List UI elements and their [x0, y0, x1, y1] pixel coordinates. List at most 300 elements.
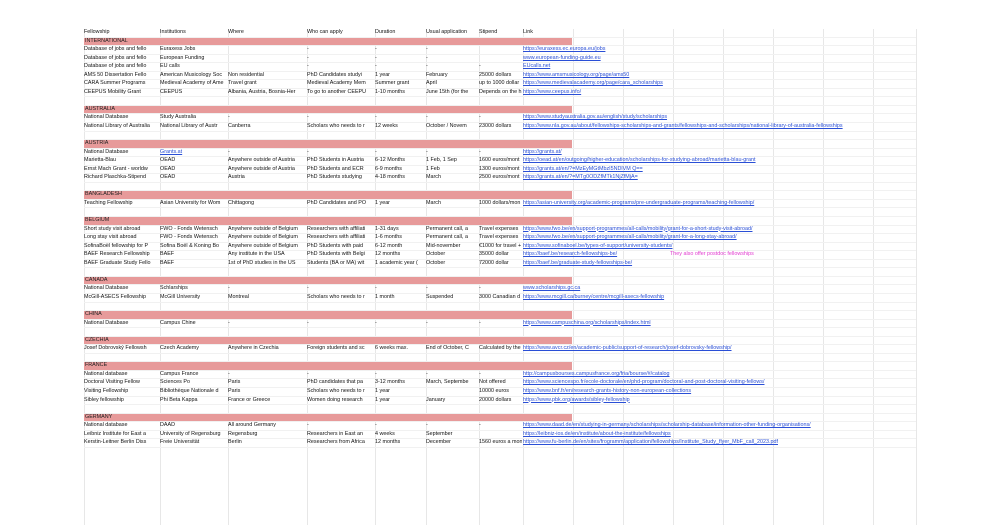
table-row: [84, 157, 916, 166]
link-cell[interactable]: http://campusbourses.campusfrance.org/fria/bourse/#/catalog: [523, 370, 670, 377]
table-cell[interactable]: -: [307, 114, 309, 121]
table-cell[interactable]: 4-18 months: [375, 174, 405, 181]
link-cell[interactable]: https://www.amsmusicology.org/page/ams50: [523, 71, 630, 78]
table-cell[interactable]: BAEF Research Fellowship: [84, 251, 150, 258]
table-cell[interactable]: All around Germany: [228, 422, 276, 429]
table-cell[interactable]: 3-12 months: [375, 379, 405, 386]
table-cell[interactable]: Campus Chine: [160, 319, 196, 326]
link-cell[interactable]: https://www.fu-berlin.de/en/sites/frogramm/application/fellowships/Institute_Study_flyer_MbF_call_2023.pdf: [523, 439, 778, 446]
table-cell[interactable]: -: [307, 422, 309, 429]
section-header-row[interactable]: [84, 337, 916, 346]
section-title: CZECHIA: [85, 336, 109, 343]
table-row: [84, 285, 916, 294]
section-header-row[interactable]: [84, 217, 916, 226]
empty-row[interactable]: [84, 303, 916, 312]
table-cell[interactable]: June 15th (for the: [426, 88, 469, 95]
table-cell[interactable]: March: [426, 174, 441, 181]
table-cell[interactable]: National Database: [84, 148, 129, 155]
table-cell[interactable]: 1-6 months: [375, 234, 402, 241]
section-highlight: [84, 337, 572, 345]
table-cell[interactable]: February: [426, 71, 448, 78]
empty-row[interactable]: [84, 97, 916, 106]
link-cell[interactable]: https://grants.at/en/?=MTg0ODZfMTk1NjZfMjA=: [523, 174, 638, 181]
table-cell[interactable]: Travel expenses: [479, 225, 519, 232]
table-cell[interactable]: -: [479, 63, 481, 70]
table-cell[interactable]: -: [375, 285, 377, 292]
table-cell[interactable]: McGill-ASECS Fellowship: [84, 293, 147, 300]
table-cell[interactable]: National database: [84, 370, 128, 377]
table-cell[interactable]: To go to another CEEPU: [307, 88, 367, 95]
section-header-row[interactable]: [84, 414, 916, 423]
table-cell[interactable]: 20000 dollars: [479, 396, 512, 403]
link-cell[interactable]: https://www.nla.gov.au/about/fellowships-scholarships-and-grants/fellowships-and-scholarships/national-library-of-australia-fellowships: [523, 123, 843, 130]
table-cell[interactable]: Researchers in East an: [307, 430, 364, 437]
table-cell[interactable]: Albania, Austria, Bosnia-Her: [228, 88, 296, 95]
table-cell[interactable]: Montreal: [228, 293, 249, 300]
table-cell[interactable]: October: [426, 251, 446, 258]
table-cell[interactable]: PhD Students with paid: [307, 242, 364, 249]
table-row: [84, 149, 916, 158]
table-cell[interactable]: Richard Plaschka-Stipend: [84, 174, 147, 181]
table-cell[interactable]: -: [375, 370, 377, 377]
table-cell[interactable]: Paris: [228, 387, 241, 394]
table-cell[interactable]: Visiting Fellowship: [84, 387, 129, 394]
table-cell[interactable]: Sibley fellowship: [84, 396, 124, 403]
link-cell[interactable]: https://www.sofinaboel.be/types-of-support/university-students/: [523, 242, 673, 249]
link-cell[interactable]: https://baef.be/graduate-study-fellowships-be/: [523, 259, 633, 266]
table-cell[interactable]: Medieval Academy of Ame: [160, 80, 224, 87]
table-cell[interactable]: [426, 388, 478, 396]
table-cell[interactable]: Short study visit abroad: [84, 225, 141, 232]
table-cell[interactable]: 12 months: [375, 439, 401, 446]
table-row: [84, 397, 916, 406]
table-cell[interactable]: 1-31 days: [375, 225, 399, 232]
table-cell[interactable]: -: [307, 370, 309, 377]
table-cell[interactable]: National database: [84, 422, 128, 429]
link-cell[interactable]: https://leibniz-ios.de/en/institute/about-the-institute/fellowships: [523, 430, 671, 437]
table-cell[interactable]: 4 weeks: [375, 430, 395, 437]
table-cell[interactable]: DAAD: [160, 422, 175, 429]
table-cell[interactable]: Not offered: [479, 379, 506, 386]
table-cell[interactable]: [228, 55, 306, 63]
link-cell[interactable]: https://oead.at/en/outgoing/higher-education/scholarships-for-studying-abroad/marietta-blau-grant: [523, 157, 756, 164]
table-cell[interactable]: -: [307, 54, 309, 61]
table-cell[interactable]: -: [426, 148, 428, 155]
table-cell[interactable]: Foreign students and sc: [307, 345, 365, 352]
table-cell[interactable]: 1000 dollars/mon: [479, 199, 521, 206]
table-cell[interactable]: 25000 dollars: [479, 71, 512, 78]
table-row: [84, 46, 916, 55]
gridline: [916, 29, 917, 525]
table-cell[interactable]: 1-10 months: [375, 88, 405, 95]
table-cell[interactable]: -: [375, 148, 377, 155]
table-cell[interactable]: Summer grant: [375, 80, 410, 87]
table-cell[interactable]: Asian University for Wom: [160, 199, 221, 206]
link-cell[interactable]: www.european-funding-guide.eu: [523, 54, 601, 61]
table-cell[interactable]: University of Regensburg: [160, 430, 221, 437]
table-cell[interactable]: OEAD: [160, 165, 176, 172]
table-cell[interactable]: France or Greece: [228, 396, 271, 403]
table-cell[interactable]: Ernst Mach Grant - worldw: [84, 165, 148, 172]
table-cell[interactable]: 1 year: [375, 71, 390, 78]
table-cell[interactable]: Study Australia: [160, 114, 196, 121]
empty-row[interactable]: [84, 354, 916, 363]
table-cell[interactable]: -: [307, 46, 309, 53]
table-cell[interactable]: [228, 63, 306, 71]
table-row: [84, 422, 916, 431]
link-cell[interactable]: https://euraxess.ec.europa.eu/jobs: [523, 46, 606, 53]
table-cell[interactable]: OEAD: [160, 157, 176, 164]
table-cell[interactable]: [479, 431, 522, 439]
section-title: GERMANY: [85, 413, 113, 420]
header-cell[interactable]: Fellowship: [84, 29, 110, 35]
table-cell[interactable]: -: [307, 319, 309, 326]
table-cell[interactable]: Students (BA or MA) wit: [307, 259, 365, 266]
table-cell[interactable]: Regensburg: [228, 430, 258, 437]
link-cell[interactable]: https://www.daad.de/en/studying-in-germany/scholarships/scholarship-database/information-other-funding-organisations/: [523, 422, 811, 429]
table-cell[interactable]: 1560 euros a mon: [479, 439, 522, 446]
header-cell[interactable]: Where: [228, 29, 244, 35]
table-cell[interactable]: Anywhere outside of Belgium: [228, 242, 298, 249]
table-cell[interactable]: -: [426, 285, 428, 292]
table-cell[interactable]: 1600 euros/mont: [479, 157, 520, 164]
link-cell[interactable]: https://www.sciencespo.fr/ecole-doctorale/en/phd-program/doctoral-and-post-doctoral-visiting-fellows/: [523, 379, 765, 386]
table-cell[interactable]: National Database: [84, 285, 129, 292]
table-cell[interactable]: -: [307, 285, 309, 292]
table-cell[interactable]: Canberra: [228, 123, 251, 130]
section-header-row[interactable]: [84, 106, 916, 115]
table-cell[interactable]: -: [479, 422, 481, 429]
link-cell[interactable]: https://baef.be/research-fellowships-be/: [523, 251, 618, 258]
table-cell[interactable]: -: [375, 114, 377, 121]
table-cell[interactable]: Berlin: [228, 439, 242, 446]
table-cell[interactable]: Database of jobs and fello: [84, 63, 147, 70]
link-cell[interactable]: Grants.at: [160, 148, 183, 155]
header-cell[interactable]: Stipend: [479, 29, 498, 35]
table-cell[interactable]: -: [426, 319, 428, 326]
table-cell[interactable]: -: [307, 63, 309, 70]
table-cell[interactable]: March: [426, 199, 441, 206]
table-cell[interactable]: Anywhere outside of Belgium: [228, 225, 298, 232]
section-highlight: [84, 140, 572, 148]
table-cell[interactable]: European Funding: [160, 54, 205, 61]
table-cell[interactable]: Schlarships: [160, 285, 188, 292]
table-cell[interactable]: Travel grant: [228, 80, 257, 87]
header-cell[interactable]: Duration: [375, 29, 396, 35]
header-cell[interactable]: Usual application: [426, 29, 468, 35]
table-cell[interactable]: Chittagong: [228, 199, 255, 206]
table-cell[interactable]: PhD Students with Belgi: [307, 251, 365, 258]
table-cell[interactable]: Suspended: [426, 293, 454, 300]
section-title: AUSTRIA: [85, 140, 109, 147]
table-cell[interactable]: -: [479, 114, 481, 121]
link-cell[interactable]: https://grants.at/: [523, 148, 562, 155]
table-row: [84, 123, 916, 132]
table-cell[interactable]: Anywhere outside of Austria: [228, 165, 295, 172]
table-cell[interactable]: McGill University: [160, 293, 201, 300]
table-cell[interactable]: Euraxess Jobs: [160, 46, 196, 53]
table-cell[interactable]: Scholars who needs to r: [307, 123, 365, 130]
empty-row[interactable]: [84, 183, 916, 192]
empty-row[interactable]: [84, 405, 916, 414]
link-cell[interactable]: https://www.fwo.be/en/support-programmes/all-calls/mobility/grant-for-a-short-study-visit-abroad/: [523, 225, 753, 232]
spreadsheet: [84, 29, 916, 448]
table-cell[interactable]: 1 academic year (: [375, 259, 418, 266]
table-cell[interactable]: -: [426, 422, 428, 429]
header-row: [84, 29, 916, 38]
link-cell[interactable]: EUcalls.net: [523, 63, 551, 70]
table-cell[interactable]: AMS 50 Dissertation Fello: [84, 71, 147, 78]
table-row: [84, 234, 916, 243]
table-cell[interactable]: Anywhere in Czechia: [228, 345, 279, 352]
table-cell[interactable]: 1 Feb: [426, 165, 440, 172]
section-highlight: [84, 414, 572, 422]
table-cell[interactable]: Non residential: [228, 71, 264, 78]
empty-row[interactable]: [84, 208, 916, 217]
table-row: [84, 260, 916, 269]
header-cell[interactable]: Institutions: [160, 29, 186, 35]
link-cell[interactable]: https://www.campuschina.org/scholarships/index.html: [523, 319, 651, 326]
table-cell[interactable]: -: [375, 63, 377, 70]
table-cell[interactable]: Josef Dobrovský Fellowsh: [84, 345, 147, 352]
table-cell[interactable]: 1 year: [375, 199, 390, 206]
table-row: [84, 251, 916, 260]
table-cell[interactable]: Scholars who needs to r: [307, 293, 365, 300]
table-cell[interactable]: 3000 Canadian d: [479, 293, 521, 300]
table-cell[interactable]: 12 weeks: [375, 123, 398, 130]
link-cell[interactable]: https://asian-university.org/academic-programs/pre-undergraduate-programs/teaching-fellowship/: [523, 199, 755, 206]
section-highlight: [84, 277, 572, 285]
table-cell[interactable]: December: [426, 439, 451, 446]
table-cell[interactable]: -: [375, 46, 377, 53]
table-cell[interactable]: FWO - Fonds Wetensch: [160, 234, 218, 241]
table-row: [84, 226, 916, 235]
table-cell[interactable]: -: [479, 319, 481, 326]
link-cell[interactable]: https://www.medievalacademy.org/page/cara_scholarships: [523, 80, 663, 87]
table-cell[interactable]: PhD Candidates and PO: [307, 199, 367, 206]
table-cell[interactable]: PhD Students and ECR: [307, 165, 364, 172]
table-cell[interactable]: October: [426, 259, 446, 266]
table-cell[interactable]: -: [426, 54, 428, 61]
section-title: AUSTRALIA: [85, 105, 115, 112]
table-cell[interactable]: Teaching Fellowship: [84, 199, 133, 206]
table-cell[interactable]: End of October, C: [426, 345, 469, 352]
empty-row[interactable]: [84, 268, 916, 277]
table-cell[interactable]: Phi Beta Kappa: [160, 396, 198, 403]
link-cell[interactable]: https://www.mcgill.ca/burney/centre/mcgill-asecs-fellowship: [523, 293, 665, 300]
table-cell[interactable]: September: [426, 430, 453, 437]
table-cell[interactable]: -: [375, 54, 377, 61]
table-cell[interactable]: -: [426, 46, 428, 53]
table-cell[interactable]: OEAD: [160, 174, 176, 181]
table-cell[interactable]: 6-12 Months: [375, 157, 405, 164]
table-cell[interactable]: American Musicology Soc: [160, 71, 223, 78]
table-cell[interactable]: Anywhere outside of Austria: [228, 157, 295, 164]
table-cell[interactable]: BAEF Graduate Study Fello: [84, 259, 151, 266]
table-row: [84, 345, 916, 354]
table-cell[interactable]: -: [479, 148, 481, 155]
table-cell[interactable]: Database of jobs and fello: [84, 54, 147, 61]
table-cell[interactable]: Mid-november: [426, 242, 461, 249]
table-cell[interactable]: 1 year: [375, 387, 390, 394]
section-header-row[interactable]: [84, 191, 916, 200]
table-cell[interactable]: Long stay visit abroad: [84, 234, 137, 241]
table-cell[interactable]: Campus France: [160, 370, 199, 377]
table-cell[interactable]: Austria: [228, 174, 245, 181]
table-cell[interactable]: -: [426, 370, 428, 377]
table-row: [84, 72, 916, 81]
table-cell[interactable]: National Library of Austr: [160, 123, 218, 130]
table-cell[interactable]: April: [426, 80, 437, 87]
table-cell[interactable]: PhD candidates that pa: [307, 379, 364, 386]
section-title: CHINA: [85, 311, 102, 318]
table-cell[interactable]: SofinaBoël fellowship for P: [84, 242, 149, 249]
table-cell[interactable]: Paris: [228, 379, 241, 386]
table-cell[interactable]: 1 Feb, 1 Sep: [426, 157, 457, 164]
table-cell[interactable]: PhD Students studying: [307, 174, 362, 181]
section-title: BELGIUM: [85, 217, 110, 224]
table-cell[interactable]: CEEPUS Mobility Grant: [84, 88, 141, 95]
table-cell[interactable]: -: [228, 319, 230, 326]
table-cell[interactable]: CEEPUS: [160, 88, 183, 95]
table-cell[interactable]: -: [228, 370, 230, 377]
link-cell[interactable]: https://www.pbk.org/awards/sibley-fellowship: [523, 396, 630, 403]
table-cell[interactable]: 1 month: [375, 293, 395, 300]
table-cell[interactable]: 23000 dollars: [479, 123, 512, 130]
table-row: [84, 371, 916, 380]
table-cell[interactable]: 72000 dollar: [479, 259, 509, 266]
table-cell[interactable]: -: [228, 285, 230, 292]
table-cell[interactable]: -: [426, 114, 428, 121]
table-cell[interactable]: Anywhere outside of Belgium: [228, 234, 298, 241]
table-row: [84, 294, 916, 303]
section-header-row[interactable]: [84, 38, 916, 47]
table-cell[interactable]: Czech Academy: [160, 345, 199, 352]
table-row: [84, 379, 916, 388]
table-cell[interactable]: CARA Summer Programs: [84, 80, 146, 87]
empty-row[interactable]: [84, 328, 916, 337]
table-cell[interactable]: Researchers with affiliati: [307, 234, 366, 241]
table-cell[interactable]: National Database: [84, 114, 129, 121]
table-cell[interactable]: Sofina Boël & Koning Bo: [160, 242, 220, 249]
table-cell[interactable]: -: [426, 63, 428, 70]
table-cell[interactable]: Kerstin-Leitner Berlin Diss: [84, 439, 147, 446]
table-cell[interactable]: BAEF: [160, 259, 175, 266]
table-cell[interactable]: Permanent call, a: [426, 225, 468, 232]
table-row: [84, 431, 916, 440]
table-cell[interactable]: -: [479, 285, 481, 292]
table-cell[interactable]: 1st of PhD studies in the US: [228, 259, 296, 266]
table-cell[interactable]: -: [479, 370, 481, 377]
table-cell[interactable]: January: [426, 396, 446, 403]
table-cell[interactable]: 6 weeks max.: [375, 345, 408, 352]
table-cell[interactable]: 6-12 month: [375, 242, 403, 249]
table-cell[interactable]: Freie Universität: [160, 439, 200, 446]
link-cell[interactable]: https://www.avcr.cz/en/academic-public/support-of-research/josef-dobrovsky-fellowship/: [523, 345, 732, 352]
table-cell[interactable]: FWO - Fonds Wetensch: [160, 225, 218, 232]
header-cell[interactable]: Link: [523, 29, 533, 35]
table-cell[interactable]: Calculated by the: [479, 345, 521, 352]
link-cell[interactable]: https://www.studyaustralia.gov.au/english/study/scholarships: [523, 114, 668, 121]
link-cell[interactable]: https://www.bnf.fr/en/research-grants-history-non-european-collections: [523, 387, 692, 394]
empty-row[interactable]: [84, 132, 916, 141]
table-cell[interactable]: -: [307, 148, 309, 155]
table-cell[interactable]: National Database: [84, 319, 129, 326]
table-cell[interactable]: Medieval Academy Mem: [307, 80, 366, 87]
table-cell[interactable]: 10000 euros: [479, 387, 509, 394]
table-cell[interactable]: Women doing research: [307, 396, 363, 403]
table-row: [84, 114, 916, 123]
table-cell[interactable]: March, Septembe: [426, 379, 469, 386]
table-cell[interactable]: Researchers with affiliati: [307, 225, 366, 232]
table-row: [84, 174, 916, 183]
table-cell[interactable]: 6-9 months: [375, 165, 402, 172]
link-cell[interactable]: https://www.ceepus.info/: [523, 88, 582, 95]
table-cell[interactable]: Marietta-Blau: [84, 157, 117, 164]
table-cell[interactable]: 1300 euros/mont: [479, 165, 520, 172]
table-cell[interactable]: Bibliothèque Nationale d: [160, 387, 219, 394]
table-cell[interactable]: PhD Candidates studyi: [307, 71, 362, 78]
table-cell[interactable]: Scholars who needs to r: [307, 387, 365, 394]
table-row: [84, 200, 916, 209]
section-header-row[interactable]: [84, 311, 916, 320]
table-cell[interactable]: PhD Students in Austria: [307, 157, 364, 164]
header-cell[interactable]: Who can apply: [307, 29, 343, 35]
table-cell[interactable]: Leibniz Institute for East a: [84, 430, 147, 437]
table-cell[interactable]: -: [375, 319, 377, 326]
table-cell[interactable]: Sciences Po: [160, 379, 190, 386]
table-cell[interactable]: -: [228, 148, 230, 155]
table-cell[interactable]: [228, 46, 306, 54]
table-cell[interactable]: Doctoral Visiting Fellow: [84, 379, 140, 386]
link-cell[interactable]: https://www.fwo.be/en/support-programmes/all-calls/mobility/grant-for-a-long-stay-abroad/: [523, 234, 737, 241]
section-highlight: [84, 191, 572, 199]
table-cell[interactable]: Travel expenses: [479, 234, 519, 241]
table-cell[interactable]: [479, 46, 522, 54]
table-cell[interactable]: -: [375, 422, 377, 429]
table-cell[interactable]: Database of jobs and fello: [84, 46, 147, 53]
table-row: [84, 166, 916, 175]
table-row: [84, 80, 916, 89]
table-row: [84, 89, 916, 98]
link-cell[interactable]: www.scholarships.gc.ca: [523, 285, 581, 292]
table-cell[interactable]: -: [228, 114, 230, 121]
link-cell[interactable]: https://grants.at/en/?=MzEyMGtMbzI5NDlVM Q==: [523, 165, 643, 172]
table-cell[interactable]: 1 year: [375, 396, 390, 403]
table-cell[interactable]: [479, 55, 522, 63]
table-cell[interactable]: Permanent call, a: [426, 234, 468, 241]
table-cell[interactable]: 2500 euros/mont: [479, 174, 520, 181]
table-cell[interactable]: EU calls: [160, 63, 180, 70]
section-header-row[interactable]: [84, 362, 916, 371]
table-cell[interactable]: BAEF: [160, 251, 175, 258]
section-header-row[interactable]: [84, 140, 916, 149]
table-cell[interactable]: October / Novem: [426, 123, 467, 130]
table-cell[interactable]: Researchers from Africa: [307, 439, 365, 446]
section-title: INTERNATIONAL: [85, 37, 128, 44]
table-cell[interactable]: 12 months: [375, 251, 401, 258]
table-cell[interactable]: 35000 dollar: [479, 251, 509, 258]
table-cell[interactable]: €1000 for travel +: [479, 242, 522, 249]
section-header-row[interactable]: [84, 277, 916, 286]
table-row: [84, 439, 916, 448]
table-cell[interactable]: up to 1000 dollar: [479, 80, 520, 87]
table-row: [84, 388, 916, 397]
table-cell[interactable]: National Library of Australia: [84, 123, 150, 130]
table-row: [84, 63, 916, 72]
table-cell[interactable]: Depends on the h: [479, 88, 522, 95]
table-cell[interactable]: Any institute in the USA: [228, 251, 285, 258]
